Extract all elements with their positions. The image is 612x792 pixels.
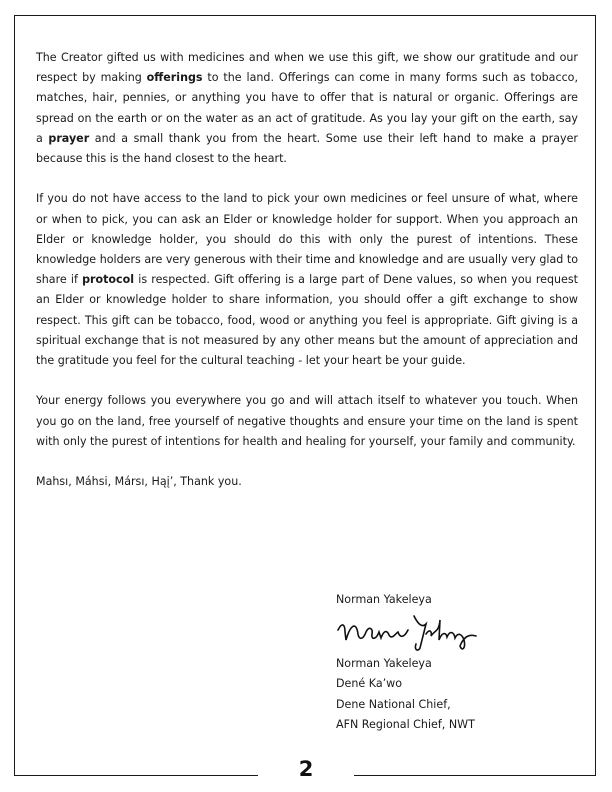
signatory-title-3: AFN Regional Chief, NWT — [336, 717, 475, 731]
paragraph-thanks: Mahsı, Máhsi, Mársı, Hąį’, Thank you. — [36, 475, 242, 489]
signatory-title-2: Dene National Chief, — [336, 697, 451, 711]
keyword-prayer: prayer — [48, 131, 90, 145]
keyword-offerings: offerings — [146, 71, 203, 85]
signatory-name: Norman Yakeleya — [336, 657, 432, 671]
paragraph-energy: Your energy follows you everywhere you go and will attach itself to whatever you touch. When you go on the land, free yourself of negative thoughts and ensure your time on the land is spent with only the purest of intentions for health and healing for yourself, your family and community. — [36, 394, 578, 448]
paragraph-offerings: The Creator gifted us with medicines and when we use this gift, we show our gratitude and our respect by making offerings to the land. Offerings can come in many forms such as tobacco, matches, hair, pennies, or anything you have to offer that is natural or organic. Offerings are spread on the earth or on the water as an act of gratitude. As you lay your gift on the earth, say a prayer and a small thank you from the heart. Some use their left hand to make a prayer because this is the hand closest to the heart. — [36, 51, 578, 166]
page-number: 2 — [298, 757, 314, 781]
keyword-protocol: protocol — [82, 273, 135, 287]
signature-block — [336, 590, 576, 735]
paragraph-elders: If you do not have access to the land to pick your own medicines or feel unsure of what, where or when to pick, you can ask an Elder or knowledge holder for support. When you approach an Elder or knowledge holder, you should do this with only the purest of intentions. These knowledge holders are very generous with their time and knowledge and are usually very glad to share if protocol is respected. Gift offering is a large part of Dene values, so when you request an Elder or knowledge holder to share information, you should offer a gift exchange to show respect. This gift can be tobacco, food, wood or anything you feel is appropriate. Gift giving is a spiritual exchange that is not measured by any other means but the amount of appreciation and the gratitude you feel for the cultural teaching - let your heart be your guide. — [36, 192, 579, 368]
handwritten-signature — [336, 610, 576, 654]
signatory-title-1: Dené Ka’wo — [336, 677, 403, 691]
signatory-name-top: Norman Yakeleya — [336, 593, 432, 606]
letter-body — [36, 48, 578, 513]
